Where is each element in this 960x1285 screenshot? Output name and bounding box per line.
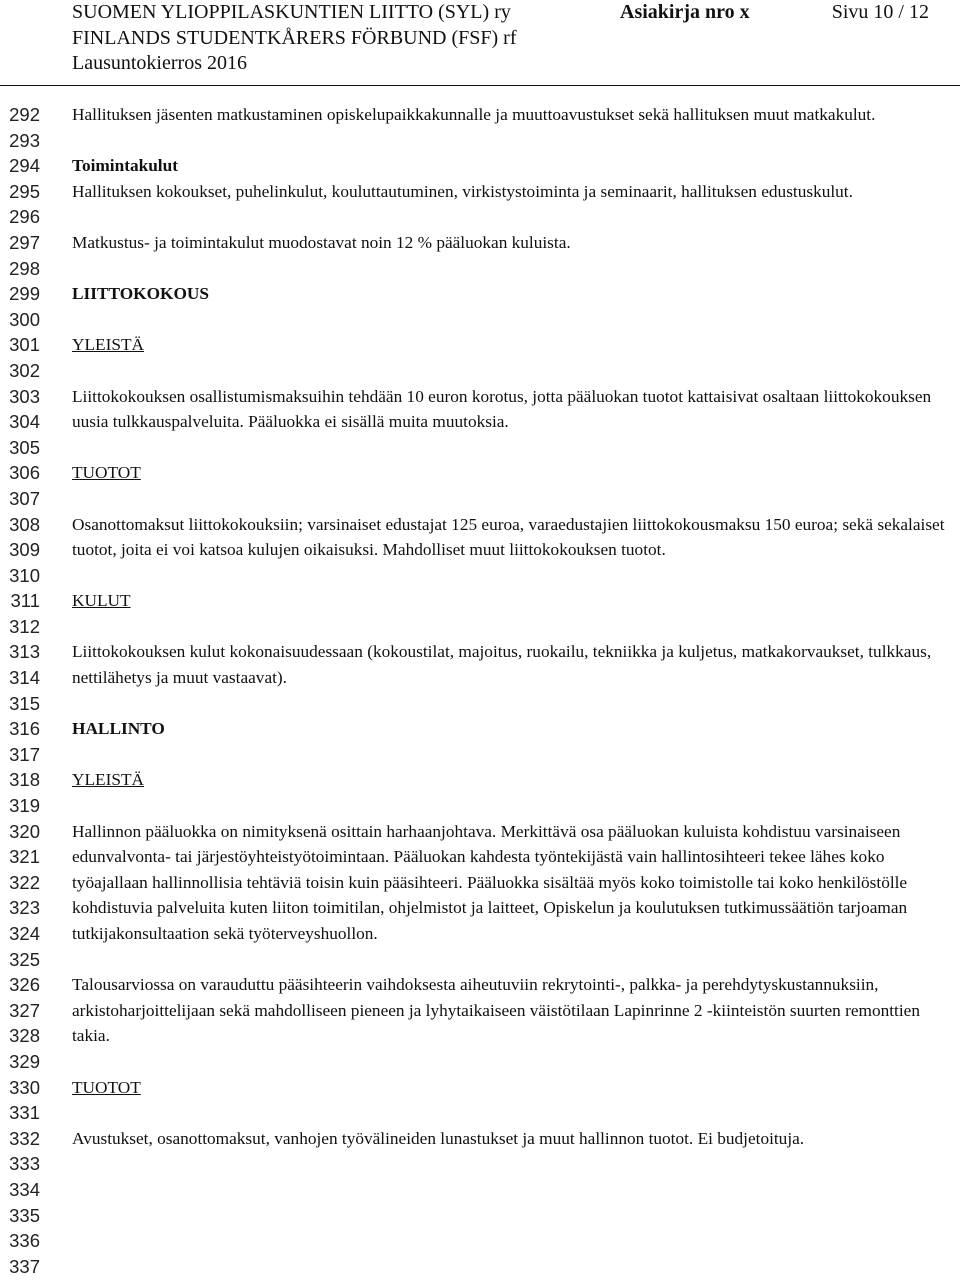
line-number: 308: [9, 513, 40, 535]
header-divider: [0, 85, 960, 86]
admin-income-text: Avustukset, osanottomaksut, vanhojen työvälineiden lunastukset ja muut hallinnon tuotot. Ei budjetoituja.: [72, 1128, 805, 1148]
line-number: 305: [9, 436, 40, 458]
congress-general-text: Liittokokouksen osallistumismaksuihin tehdään 10 euron korotus, jotta pääluokan tuotot kattaisivat osaltaan liittokokouksen uusia tulkkauspalveluita. Pääluokka ei sisällä muita muutoksia.: [72, 386, 932, 432]
line-number: 298: [9, 257, 40, 279]
admin-general-text: Hallinnon pääluokka on nimityksenä osittain harhaanjohtava. Merkittävä osa pääluokan kuluista kohdistuu varsinaiseen edunvalvonta- tai järjestöyhteistyötoimintaan. Pääluokan kahdesta työntekijästä vain hallintosihteeri tekee lähes koko työajallaan hallinnollisia tehtäviä toisin kuin pääsihteeri. Pääluokka sisältää myös koko toimistolle tai koko henkilöstölle kohdistuvia palveluita kuten liiton toimitilan, ohjelmistot ja laitteet, Opiskelun ja koulutuksen tutkimussäätiön tarjoaman tutkijakonsultaation sekä työterveyshuollon.: [72, 821, 908, 943]
congress-general-heading: YLEISTÄ: [72, 335, 144, 355]
line-number: 292: [9, 104, 40, 125]
line-number: 317: [9, 743, 40, 765]
page-header: [72, 0, 942, 77]
admin-general-heading: YLEISTÄ: [72, 770, 144, 790]
line-number: 307: [9, 487, 40, 509]
line-number: 319: [9, 795, 40, 817]
line-number: 304: [9, 411, 40, 433]
line-number: 306: [9, 462, 40, 484]
header-page-number: Sivu 10 / 12: [831, 1, 929, 23]
line-number: 334: [9, 1178, 40, 1200]
line-number: 318: [9, 769, 40, 791]
line-number: 329: [9, 1050, 40, 1072]
operating-costs-text: Hallituksen kokoukset, puhelinkulut, kouluttautuminen, virkistystoiminta ja seminaarit, hallituksen edustuskulut.: [72, 181, 853, 201]
line-number: 311: [10, 590, 40, 612]
congress-income-text: Osanottomaksut liittokokouksiin; varsinaiset edustajat 125 euroa, varaedustajien liittokokousmaksu 150 euroa; sekä sekalaiset tuotot, joita ei voi katsoa kulujen oikaisuksi. Mahdolliset muut liittokokouksen tuotot.: [72, 514, 945, 560]
line-number: 299: [9, 283, 40, 305]
document-body: [72, 102, 958, 1151]
admin-heading: HALLINTO: [72, 719, 165, 739]
line-number: 312: [9, 615, 40, 637]
line-number: 337: [9, 1255, 40, 1277]
line-number: 335: [9, 1204, 40, 1226]
congress-costs-text: Liittokokouksen kulut kokonaisuudessaan (kokoustilat, majoitus, ruokailu, tekniikka ja kuljetus, matkakorvaukset, tulkkaus, nettilähetys ja muut vastaavat).: [72, 642, 932, 688]
line-number: 328: [9, 1025, 40, 1047]
header-org-fi: SUOMEN YLIOPPILASKUNTIEN LIITTO (SYL) ry: [72, 1, 511, 23]
header-org-sv: FINLANDS STUDENTKÅRERS FÖRBUND (FSF) rf: [72, 26, 517, 49]
header-doc-number: Asiakirja nro x: [620, 1, 750, 23]
line-number: 303: [9, 385, 40, 407]
line-number-gutter: [4, 102, 40, 1279]
line-number: 310: [9, 564, 40, 586]
line-number: 313: [9, 641, 40, 663]
line-number: 336: [9, 1230, 40, 1252]
line-number: 333: [9, 1153, 40, 1175]
line-number: 322: [9, 871, 40, 893]
line-number: 332: [9, 1127, 40, 1149]
line-number: 324: [9, 923, 40, 944]
line-number: 323: [9, 897, 40, 919]
line-number: 316: [9, 718, 40, 740]
line-number: 330: [9, 1076, 40, 1098]
operating-costs-heading: Toimintakulut: [72, 156, 178, 176]
line-number: 327: [9, 999, 40, 1021]
line-number: 321: [9, 846, 40, 868]
admin-budget-text: Talousarviossa on varauduttu pääsihteerin vaihdoksesta aiheutuviin rekrytointi-, palkka- ja perehdytyskustannuksiin, arkistoharjoittelijaan sekä mahdolliseen pieneen ja lyhytaikaiseen väistötilaan Lapinrinne 2 -kiinteistön suurten remonttien takia.: [72, 975, 920, 1046]
line-number: 309: [9, 539, 40, 561]
line-number: 293: [9, 129, 40, 151]
line-number: 300: [9, 308, 40, 330]
line-number: 320: [9, 820, 40, 842]
congress-costs-heading: KULUT: [72, 591, 131, 611]
line-number: 297: [9, 231, 40, 253]
line-number: 325: [9, 948, 40, 970]
line-number: 301: [9, 334, 40, 356]
line-number: 326: [9, 974, 40, 996]
costs-share-text: Matkustus- ja toimintakulut muodostavat noin 12 % pääluokan kuluista.: [72, 232, 571, 252]
line-number: 315: [9, 692, 40, 714]
admin-income-heading: TUOTOT: [72, 1077, 141, 1097]
line-number: 294: [9, 155, 40, 177]
travel-costs-text: Hallituksen jäsenten matkustaminen opiskelupaikkakunnalle ja muuttoavustukset sekä hallituksen muut matkakulut.: [72, 105, 876, 124]
header-round: Lausuntokierros 2016: [72, 52, 247, 74]
line-number: 314: [9, 667, 40, 689]
line-number: 302: [9, 359, 40, 381]
congress-income-heading: TUOTOT: [72, 463, 141, 483]
line-number: 295: [9, 180, 40, 202]
congress-heading: LIITTOKOKOUS: [72, 284, 210, 304]
line-number: 296: [9, 206, 40, 228]
line-number: 331: [9, 1102, 40, 1124]
